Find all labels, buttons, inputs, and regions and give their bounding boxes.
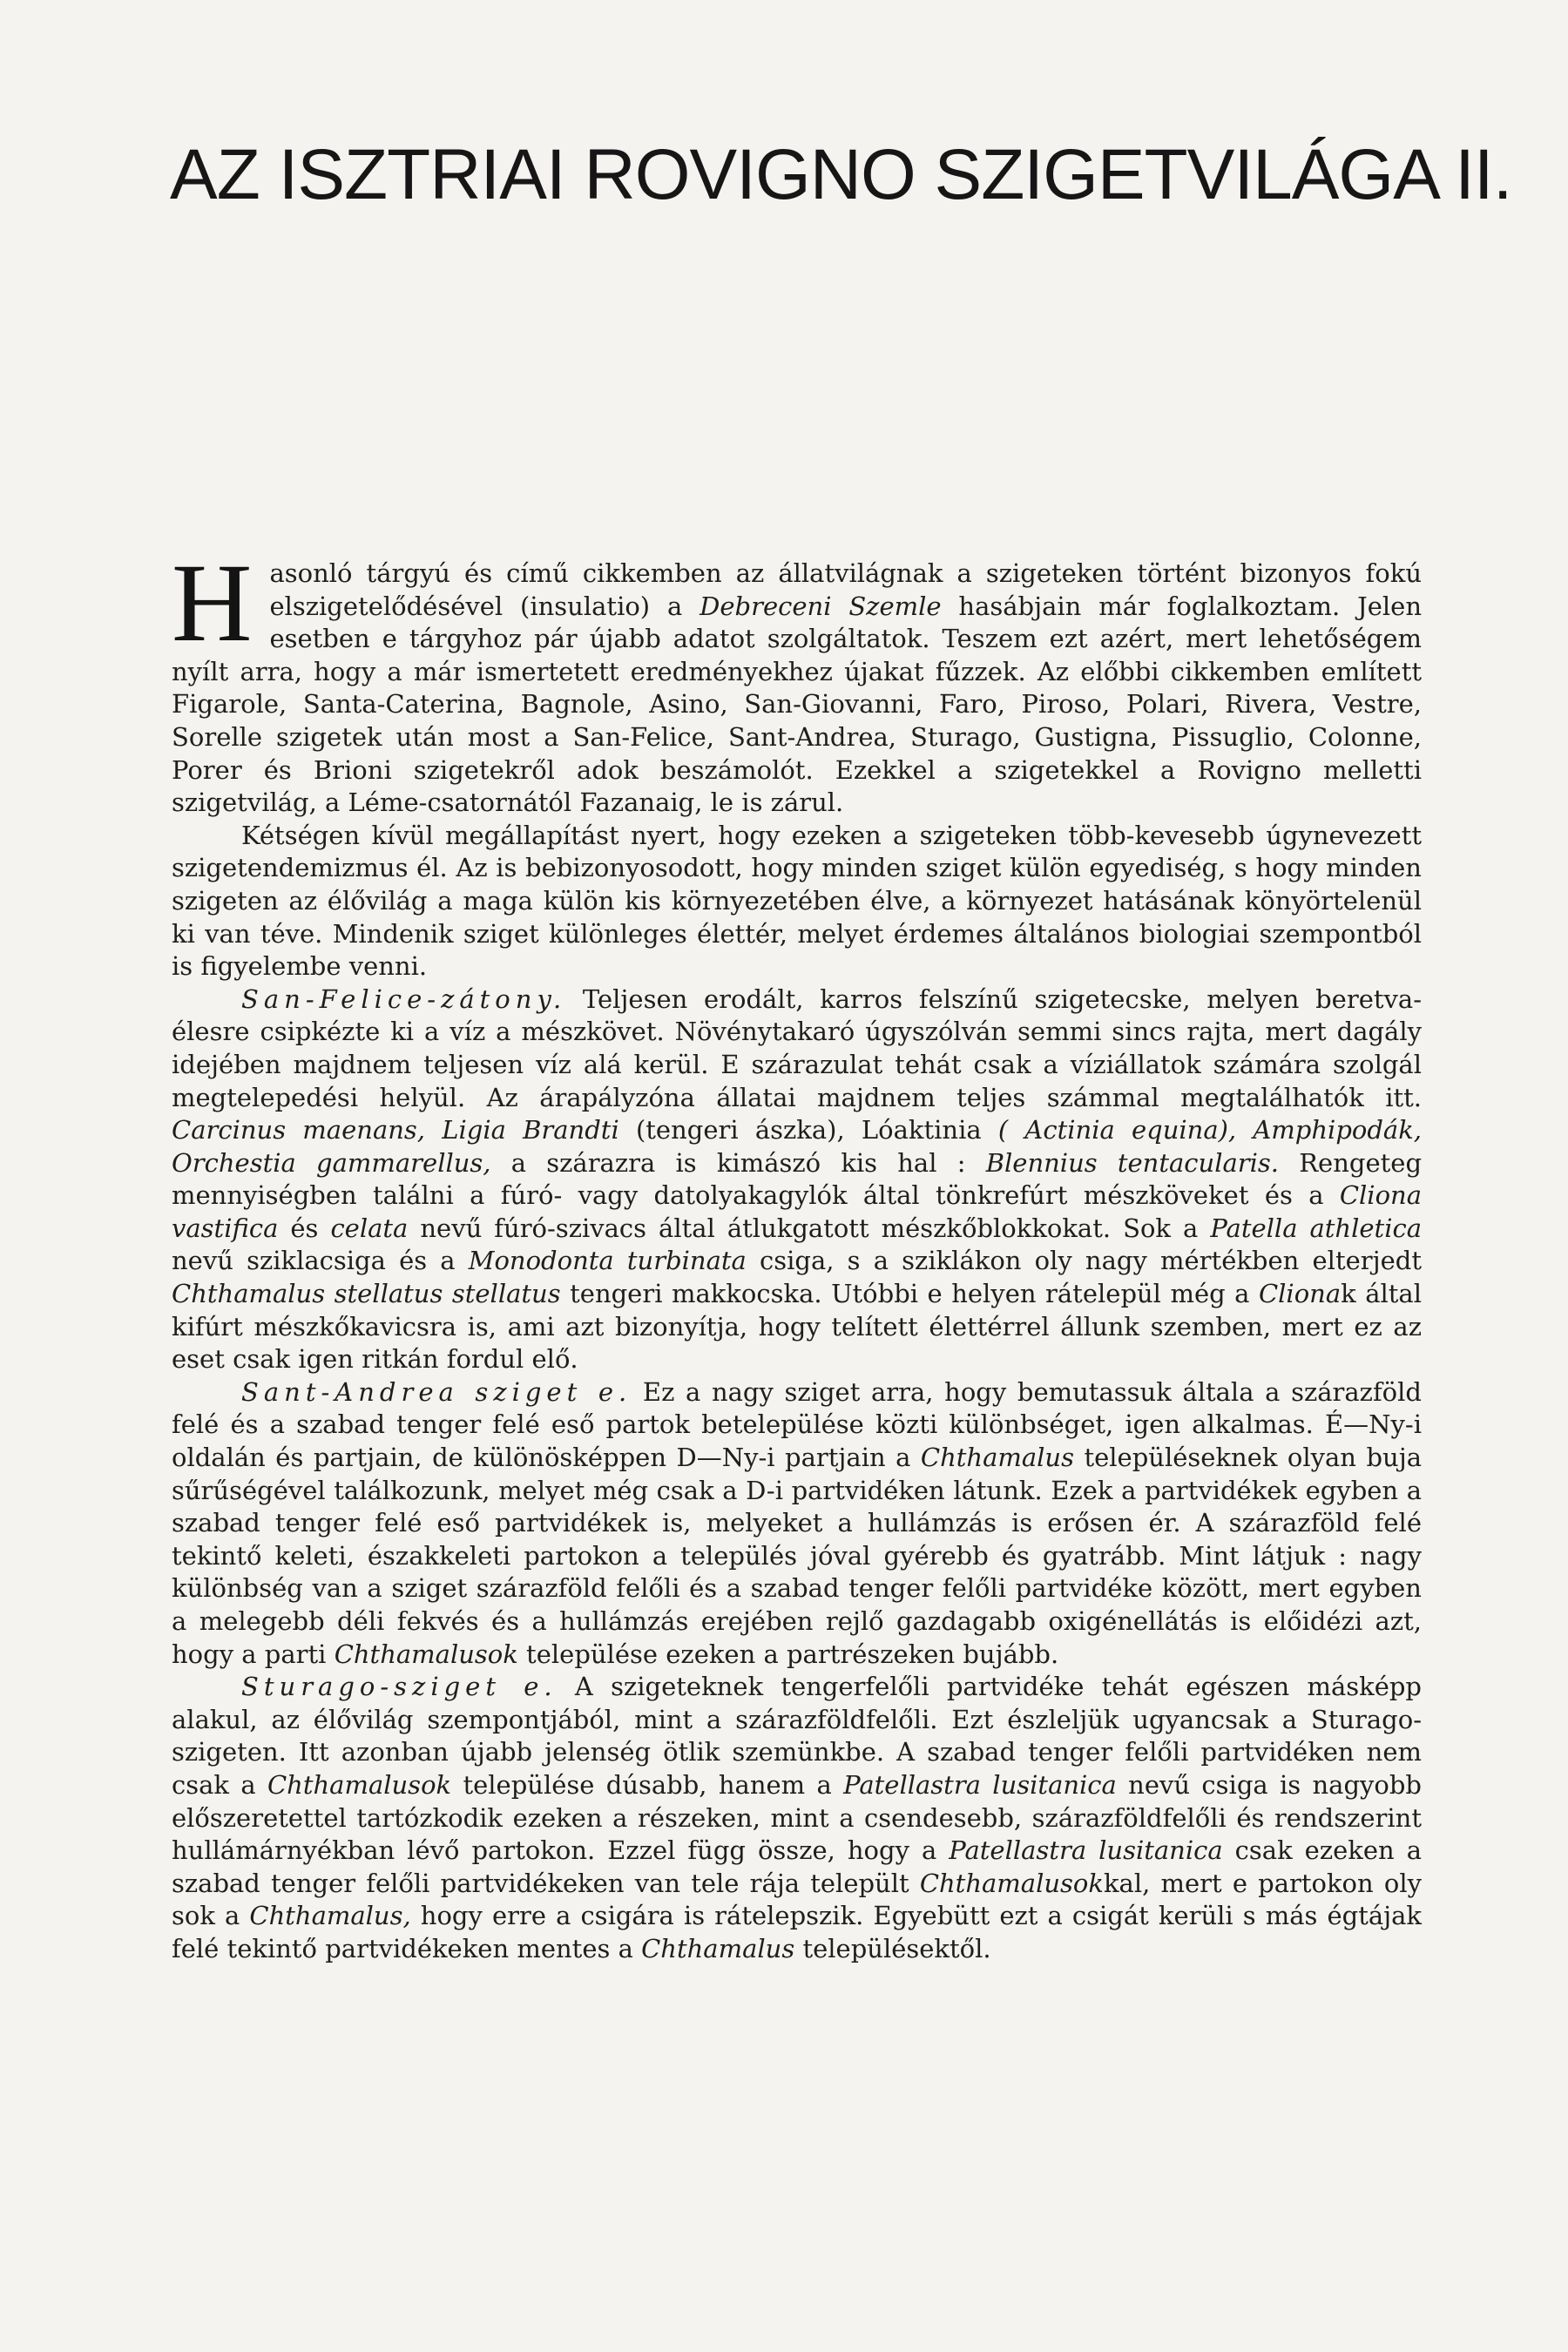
species-name: Chthamalusok [334,1639,518,1669]
paragraph-sant-andrea [172,1376,1422,1671]
article-body [172,541,1423,1966]
paragraph-sturago [172,1671,1422,1965]
intro-paragraph [172,541,1423,820]
paragraph-endemism: Kétségen kívül megállapítást nyert, hogy ezeken a szigeteken több-kevesebb úgynevezett szigetendemizmus él. Az is bebizonyosodott, hogy minden sziget külön egyediség, s hogy minden szigeten az élővilág a maga külön kis környezetében élve, a környezet hatásának könyörtelenül ki van téve. Mindenik sziget különleges élettér, melyet érdemes általános biologiai szempontból is figyelembe venni. [172,820,1422,982]
text: nevű fúró-szivacs által átlukgatott mészkőblokkokat. Sok a [408,1213,1211,1243]
species-name: Chthamalus, [249,1901,411,1931]
species-name: Chthamalus stellatus stellatus [172,1279,561,1309]
text: A szigeteknek tengerfelőli partvidéke tehát egészen másképp alakul, az élővilág szempontjából, mint a szárazföldfelőli. Ezt észleljük ugyancsak a Sturago-szigeten. Itt azonban újabb jelenség ötlik szemünkbe. A szabad tenger felőli partvidéken nem csak a [172,1672,1422,1800]
species-name: Chthamalusok [267,1769,452,1800]
text: és [278,1213,331,1243]
text: nevű sziklacsiga és a [172,1246,469,1276]
text: települése ezeken a partrészeken bujább. [517,1639,1059,1669]
drop-cap: H [172,541,253,665]
text: tengeri makkocska. Utóbbi e helyen rátelepül még a [560,1279,1259,1309]
species-name: celata [330,1213,409,1243]
text: csak ezeken a szabad tenger felőli partvidékeken van tele rája települt [172,1835,1422,1898]
text: csiga, s a sziklákon oly nagy mértékben elterjedt [746,1246,1422,1276]
species-name: Patellastra lusitanica [949,1835,1223,1866]
species-name: Chthamalus [920,1443,1074,1473]
text: (tengeri ászka), Lóaktinia [618,1115,998,1146]
species-name: Chthamalusok [919,1868,1104,1898]
text: Rengeteg mennyiségben találni a fúró- vagy datolyakagylók által tönkrefúrt mészköveket és a [172,1147,1423,1211]
text: kal, mert e partokon oly sok a [172,1868,1422,1931]
species-name: Patellastra lusitanica [843,1769,1117,1800]
text: településeknek olyan buja sűrűségével találkozunk, melyet még csak a D-i partvidéken látunk. Ezek a partvidékek egyben a szabad tenger felé eső partvidékek is, melyeket a hullámzás is erősen ér. A szárazföld felé tekintő keleti, északkeleti partokon a település jóval gyérebb és gyatrább. Mint látjuk : nagy különbség van a sziget szárazföld felőli és a szabad tenger felőli partvidéke között, mert egyben a melegebb déli fekvés és a hullámzás erejében rejlő gazdagabb oxigénellátás is előidézi azt, hogy a parti [172,1443,1422,1669]
intro-text-1: asonló tárgyú és című cikkemben az állatvilágnak a szigeteken történt bizonyos fokú elszigetelődésével (insulatio) a [269,558,1422,621]
text: hogy erre a csigára is rátelepszik. Egyebütt ezt a csigát kerüli s más égtájak felé tekintő partvidékeken mentes a [172,1901,1423,1963]
intro-journal-name: Debreceni Szemle [700,591,942,621]
species-name: Patella athletica [1210,1213,1423,1243]
section-heading-san-felice: San-Felice-zátony. [241,983,567,1014]
text: k által kifúrt mészkőkavicsra is, ami azt bizonyítja, hogy telített élettérrel állunk szemben, mert ez az eset csak igen ritkán fordul elő. [172,1279,1422,1375]
text: Ez a nagy sziget arra, hogy bemutassuk általa a szárazföld felé és a szabad tenger felé eső partok betelepülése közti különbséget, igen alkalmas. É—Ny-i oldalán és partjain, de különösképpen D—Ny-i partjain a [172,1376,1422,1473]
species-name: Blennius tentacularis. [985,1147,1280,1178]
species-name: Monodonta turbinata [468,1246,747,1276]
text: nevű csiga is nagyobb előszeretettel tartózkodik ezeken a részeken, mint a csendesebb, szárazföldfelőli és rendszerint hullámárnyékban lévő partokon. Ezzel függ össze, hogy a [172,1769,1422,1866]
text: a szárazra is kimászó kis hal : [490,1147,986,1178]
species-name: ( Actinia equina), Amphipodák, Orchestia gammarellus, [172,1115,1422,1178]
text: Teljesen erodált, karros felszínű szigetecske, melyen beretva-élesre csipkézte ki a víz a mészkövet. Növénytakaró úgyszólván semmi sincs rajta, mert dagály idejében majdnem teljesen víz alá kerül. E szárazulat tehát csak a víziállatok számára szolgál megtelepedési helyül. Az árapályzóna állatai majdnem teljes számmal megtalálhatók itt. [172,983,1422,1112]
paragraph-san-felice [172,983,1422,1376]
species-name: Cliona vastifica [172,1180,1422,1243]
text: településektől. [794,1933,991,1963]
species-name: Carcinus maenans, Ligia Brandti [172,1115,619,1146]
section-heading-sant-andrea: Sant-Andrea sziget e. [241,1376,632,1407]
species-name: Chthamalus [641,1933,795,1963]
intro-text-2: hasábjain már foglalkoztam. Jelen esetben e tárgyhoz pár újabb adatot szolgáltatok. Teszem ezt azért, mert lehetőségem nyílt arra, hogy a már ismertetett eredményekhez újakat fűzzek. Az előbbi cikkemben említett Figarole, Santa-Caterina, Bagnole, Asino, San-Giovanni, Faro, Piroso, Polari, Rivera, Vestre, Sorelle szigetek után most a San-Felice, Sant-Andrea, Sturago, Gustigna, Pissuglio, Colonne, Porer és Brioni szigetekről adok beszámolót. Ezekkel a szigetekkel a Rovigno melletti szigetvilág, a Léme-csatornától Fazanaig, le is zárul. [172,591,1423,818]
text: települése dúsabb, hanem a [451,1769,844,1800]
species-name: Cliona [1258,1279,1342,1309]
section-heading-sturago: Sturago-sziget e. [241,1672,558,1702]
article-title: AZ ISZTRIAI ROVIGNO SZIGETVILÁGA II. [170,135,1512,214]
